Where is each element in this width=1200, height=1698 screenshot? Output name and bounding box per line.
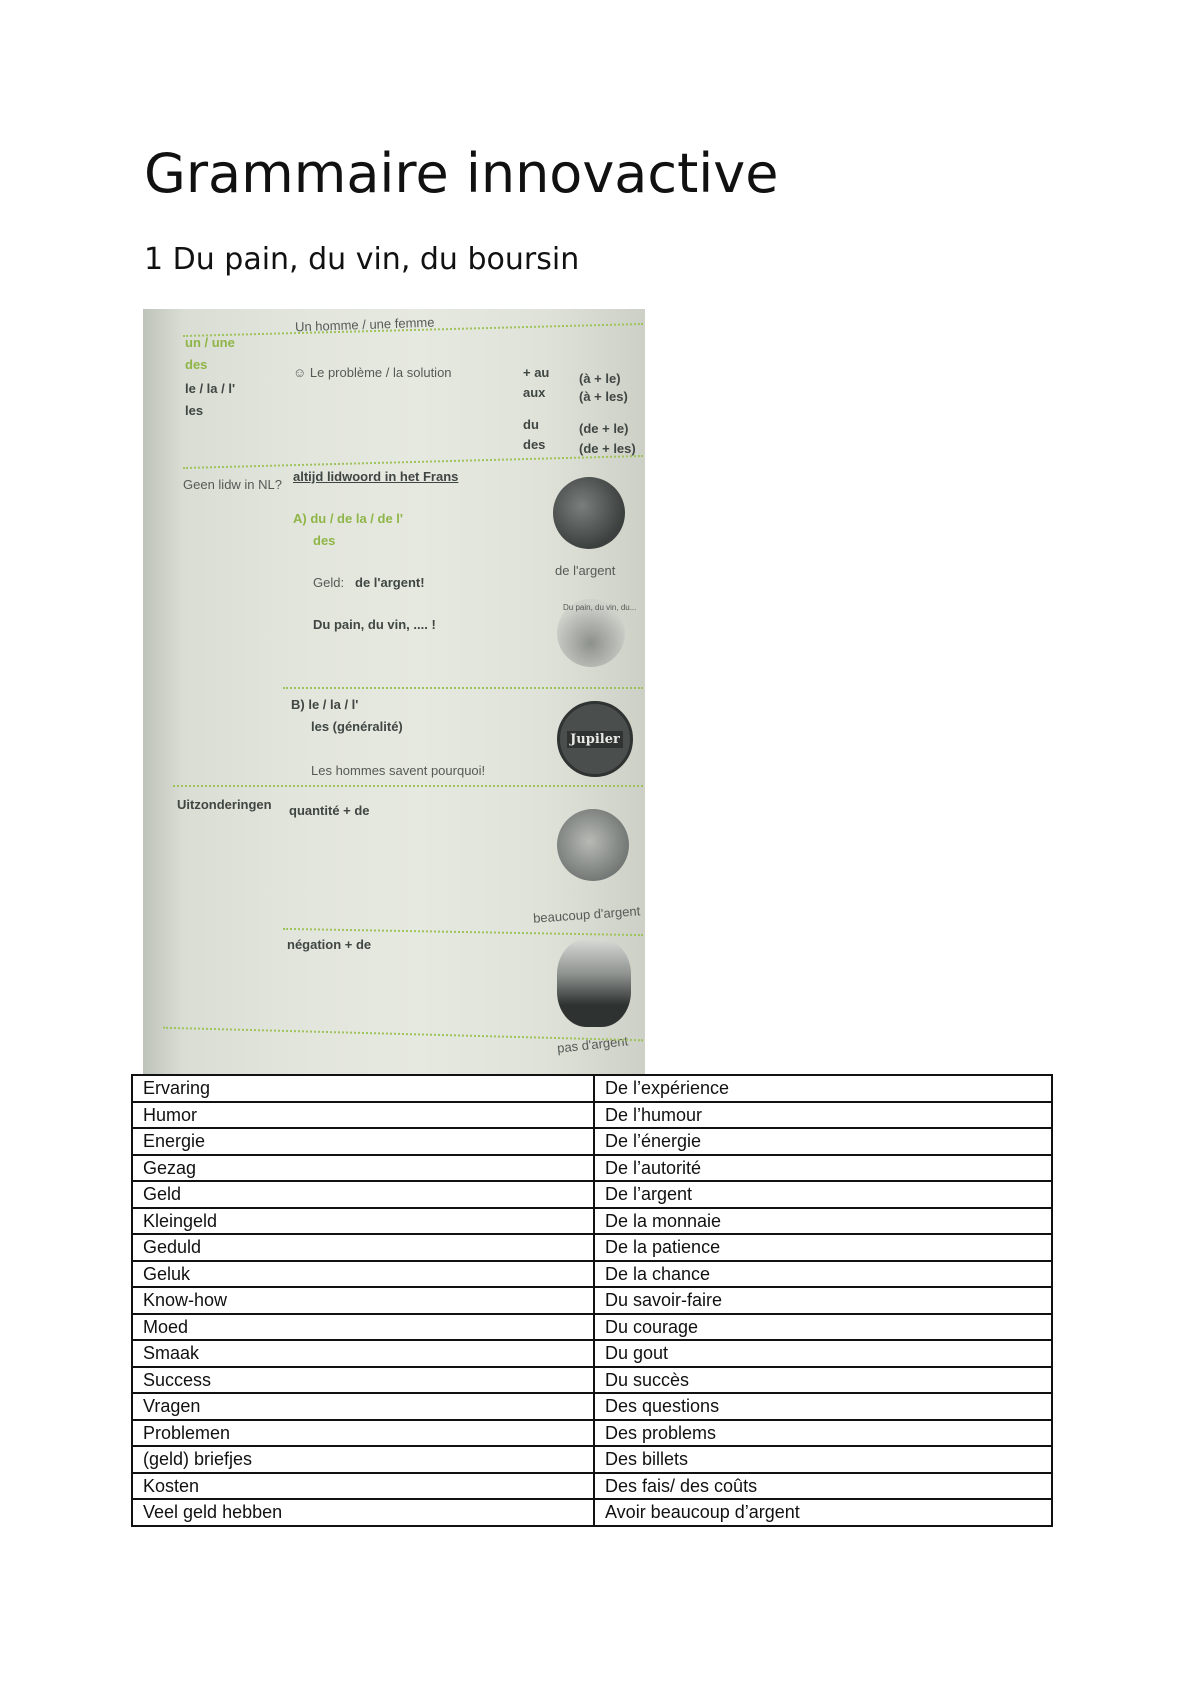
photo-example-les-hommes: Les hommes savent pourquoi!: [311, 763, 486, 778]
photo-expansion-a-le: (à + le): [579, 371, 621, 386]
dutch-term: Geld: [132, 1181, 594, 1208]
dutch-term: (geld) briefjes: [132, 1446, 594, 1473]
dutch-term: Kosten: [132, 1473, 594, 1500]
jupiler-logo: [557, 701, 633, 777]
table-row: [132, 1393, 1052, 1420]
dutch-term: Humor: [132, 1102, 594, 1129]
photo-rule-quantite: quantité + de: [289, 803, 370, 818]
french-term: De la patience: [594, 1234, 1052, 1261]
dotted-divider: [163, 1027, 643, 1042]
dotted-divider: [183, 455, 643, 469]
photo-example-du-pain: Du pain, du vin, .... !: [313, 617, 436, 632]
photo-contraction-aux: aux: [523, 385, 546, 400]
french-term: De l’expérience: [594, 1075, 1052, 1102]
table-row: [132, 1420, 1052, 1447]
table-row: [132, 1075, 1052, 1102]
dotted-divider: [283, 928, 643, 936]
dutch-term: Success: [132, 1367, 594, 1394]
photo-contraction-au: + au: [523, 365, 550, 380]
dutch-term: Veel geld hebben: [132, 1499, 594, 1526]
photo-caption-pas: pas d'argent: [556, 1033, 629, 1056]
dutch-term: Geluk: [132, 1261, 594, 1288]
dutch-term: Gezag: [132, 1155, 594, 1182]
french-term: De l’argent: [594, 1181, 1052, 1208]
dutch-term: Ervaring: [132, 1075, 594, 1102]
french-term: Du gout: [594, 1340, 1052, 1367]
photo-rule-negation: négation + de: [287, 937, 372, 952]
photo-contraction-du: du: [523, 417, 539, 432]
french-term: Avoir beaucoup d’argent: [594, 1499, 1052, 1526]
photo-expansion-de-le: (de + le): [579, 421, 629, 436]
french-term: Des problems: [594, 1420, 1052, 1447]
jupiler-logo-text: Jupiler: [567, 731, 623, 748]
photo-example-geld: de l'argent!: [355, 575, 425, 590]
photo-caption-argent: de l'argent: [555, 563, 616, 578]
coins-image: [557, 809, 629, 881]
dutch-term: Problemen: [132, 1420, 594, 1447]
photo-label-uitzonderingen: Uitzonderingen: [177, 797, 272, 812]
french-term: Du savoir-faire: [594, 1287, 1052, 1314]
table-row: [132, 1234, 1052, 1261]
dutch-term: Smaak: [132, 1340, 594, 1367]
photo-caption-du-pain: Du pain, du vin, du...: [563, 603, 637, 612]
textbook-photo: [143, 309, 645, 1074]
dutch-term: Kleingeld: [132, 1208, 594, 1235]
dutch-term: Know-how: [132, 1287, 594, 1314]
photo-caption-beaucoup: beaucoup d'argent: [532, 903, 641, 926]
french-term: Du courage: [594, 1314, 1052, 1341]
dutch-term: Vragen: [132, 1393, 594, 1420]
photo-example-homme-femme: Un homme / une femme: [294, 314, 435, 335]
vocabulary-table: [131, 1074, 1053, 1527]
table-row: [132, 1102, 1052, 1129]
table-row: [132, 1314, 1052, 1341]
table-row: [132, 1473, 1052, 1500]
table-row: [132, 1340, 1052, 1367]
table-row: [132, 1155, 1052, 1182]
photo-expansion-de-les: (de + les): [579, 441, 636, 456]
table-row: [132, 1208, 1052, 1235]
dotted-divider: [173, 785, 643, 787]
photo-articles-les: les: [185, 403, 204, 418]
photo-articles-un-une: un / une: [185, 335, 235, 350]
french-term: De l’autorité: [594, 1155, 1052, 1182]
photo-label-a-des: des: [313, 533, 336, 548]
table-row: [132, 1367, 1052, 1394]
dotted-divider: [283, 687, 643, 689]
photo-label-b: B) le / la / l': [291, 697, 359, 712]
table-row: [132, 1128, 1052, 1155]
document-title: Grammaire innovactive: [144, 142, 779, 205]
french-term: Des questions: [594, 1393, 1052, 1420]
french-term: Des billets: [594, 1446, 1052, 1473]
photo-example-probleme: ☺ Le problème / la solution: [293, 365, 452, 380]
french-term: De l’énergie: [594, 1128, 1052, 1155]
photo-expansion-a-les: (à + les): [579, 389, 628, 404]
photo-label-geen-lidw: Geen lidw in NL?: [183, 477, 282, 492]
french-term: Des fais/ des coûts: [594, 1473, 1052, 1500]
photo-label-b-les: les (généralité): [311, 719, 403, 734]
dutch-term: Moed: [132, 1314, 594, 1341]
table-row: [132, 1287, 1052, 1314]
table-row: [132, 1499, 1052, 1526]
french-term: Du succès: [594, 1367, 1052, 1394]
photo-articles-le-la: le / la / l': [185, 381, 236, 396]
table-row: [132, 1181, 1052, 1208]
photo-articles-des: des: [185, 357, 208, 372]
dutch-term: Energie: [132, 1128, 594, 1155]
french-term: De la chance: [594, 1261, 1052, 1288]
french-term: De l’humour: [594, 1102, 1052, 1129]
photo-example-geld-prefix: Geld:: [313, 575, 345, 590]
photo-header-altijd-lidwoord: altijd lidwoord in het Frans: [293, 469, 459, 484]
section-heading: 1 Du pain, du vin, du boursin: [144, 242, 580, 277]
photo-contraction-des: des: [523, 437, 546, 452]
coin-image: [553, 477, 625, 549]
photo-label-a: A) du / de la / de l': [293, 511, 403, 526]
french-term: De la monnaie: [594, 1208, 1052, 1235]
pocket-image: [557, 939, 631, 1027]
table-row: [132, 1446, 1052, 1473]
table-row: [132, 1261, 1052, 1288]
dutch-term: Geduld: [132, 1234, 594, 1261]
